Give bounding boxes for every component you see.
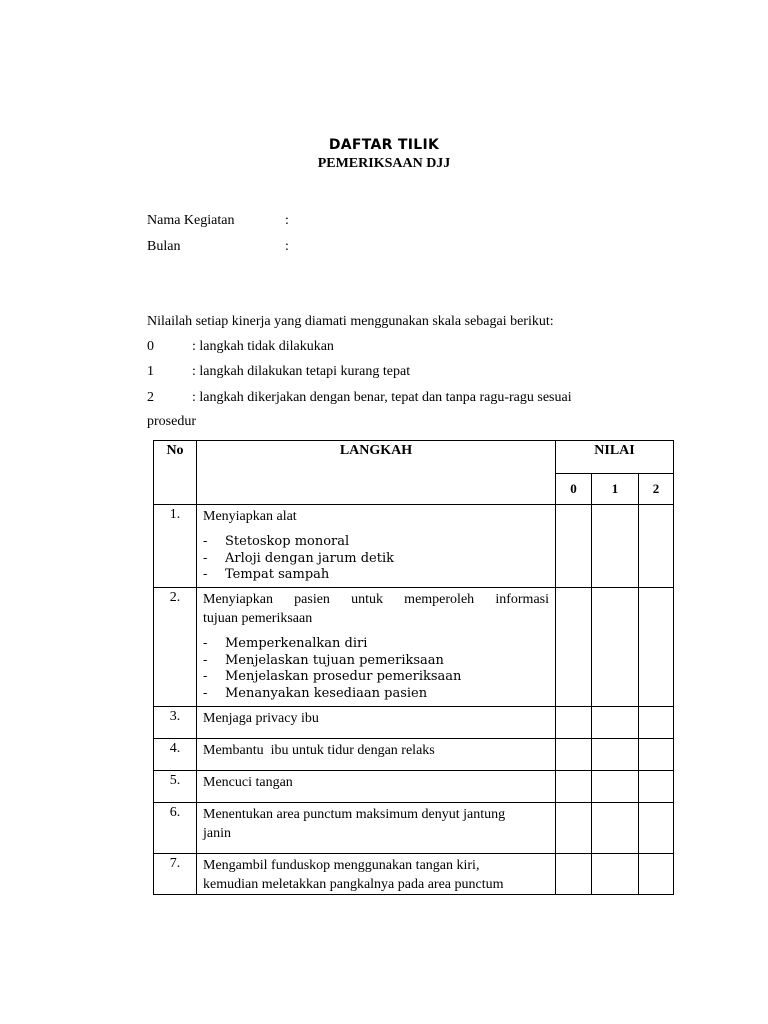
score-cell-1[interactable] [592,803,639,854]
table-row [154,803,674,854]
row-number: 2. [154,588,197,707]
scale-value: 1 [147,364,154,379]
score-cell-2[interactable] [639,588,674,707]
scale-value: 2 [147,390,154,405]
score-cell-0[interactable] [556,588,592,707]
table-row [154,505,674,588]
score-cell-1[interactable] [592,588,639,707]
step-cell [197,739,556,771]
header-nilai: NILAI [556,441,674,474]
step-text: Mencuci tangan [203,775,293,790]
field-nama-kegiatan [147,213,289,229]
step-text: Menjaga privacy ibu [203,711,319,726]
table-row [154,739,674,771]
score-cell-1[interactable] [592,739,639,771]
document-subtitle: PEMERIKSAAN DJJ [317,156,451,171]
document-title: DAFTAR TILIK [328,137,440,153]
score-cell-0[interactable] [556,854,592,895]
scale-item-2 [147,390,572,406]
scale-item-1 [147,364,410,380]
step-cell [197,505,556,588]
sub-item: - Tempat sampah [203,567,330,582]
header-no: No [154,441,197,505]
score-cell-2[interactable] [639,505,674,588]
score-cell-0[interactable] [556,771,592,803]
scale-desc: : langkah dilakukan tetapi kurang tepat [192,364,411,379]
step-text: Membantu ibu untuk tidur dengan relaks [203,743,435,758]
sub-item: - Arloji dengan jarum detik [203,550,394,566]
row-number: 6. [154,803,197,854]
header-score-2: 2 [639,474,674,505]
row-number: 4. [154,739,197,771]
score-cell-1[interactable] [592,854,639,895]
field-bulan [147,239,289,255]
sub-item: - Menjelaskan tujuan pemeriksaan [203,652,444,668]
score-cell-0[interactable] [556,803,592,854]
row-number: 5. [154,771,197,803]
header-langkah: LANGKAH [197,441,556,505]
header-score-0: 0 [556,474,592,505]
scale-value: 0 [147,339,154,354]
table-row [154,771,674,803]
sub-list [203,534,549,584]
instruction-intro: Nilailah setiap kinerja yang diamati menggunakan skala sebagai berikut: [147,314,554,329]
row-number: 3. [154,707,197,739]
row-number: 1. [154,505,197,588]
field-label: Nama Kegiatan [147,213,235,228]
sub-item: - Memperkenalkan diri [203,636,368,651]
step-text: Menyiapkan alat [203,509,297,524]
field-colon: : [285,213,289,228]
sub-item: - Menjelaskan prosedur pemeriksaan [203,669,462,684]
step-cell [197,588,556,707]
score-cell-2[interactable] [639,707,674,739]
table-header-row [154,441,674,474]
score-cell-0[interactable] [556,505,592,588]
scale-desc: : langkah tidak dilakukan [192,339,334,354]
scale-continuation: prosedur [147,414,196,429]
score-cell-1[interactable] [592,505,639,588]
table-row [154,588,674,707]
score-cell-1[interactable] [592,771,639,803]
score-cell-1[interactable] [592,707,639,739]
step-text: janin [203,826,231,841]
table-row [154,707,674,739]
field-colon: : [285,239,289,254]
step-text: kemudian meletakkan pangkalnya pada area punctum [203,877,504,892]
step-cell [197,771,556,803]
field-label: Bulan [147,239,181,254]
score-cell-0[interactable] [556,739,592,771]
step-text: Menyiapkan pasien untuk memperoleh informasi [203,592,549,607]
step-cell [197,854,556,895]
score-cell-2[interactable] [639,771,674,803]
step-cell [197,707,556,739]
scale-item-0 [147,339,334,355]
sub-item: - Menanyakan kesediaan pasien [203,685,428,701]
table-row [154,854,674,895]
score-cell-2[interactable] [639,739,674,771]
score-cell-2[interactable] [639,854,674,895]
header-score-1: 1 [592,474,639,505]
step-text: Menentukan area punctum maksimum denyut jantung [203,807,506,822]
step-text: Mengambil funduskop menggunakan tangan kiri, [203,858,480,873]
scale-desc: : langkah dikerjakan dengan benar, tepat dan tanpa ragu-ragu sesuai [192,390,572,405]
step-text: tujuan pemeriksaan [203,611,313,626]
step-cell [197,803,556,854]
score-cell-2[interactable] [639,803,674,854]
row-number: 7. [154,854,197,895]
sub-list [203,636,549,702]
score-cell-0[interactable] [556,707,592,739]
checklist-table [153,440,674,895]
sub-item: - Stetoskop monoral [203,534,350,549]
